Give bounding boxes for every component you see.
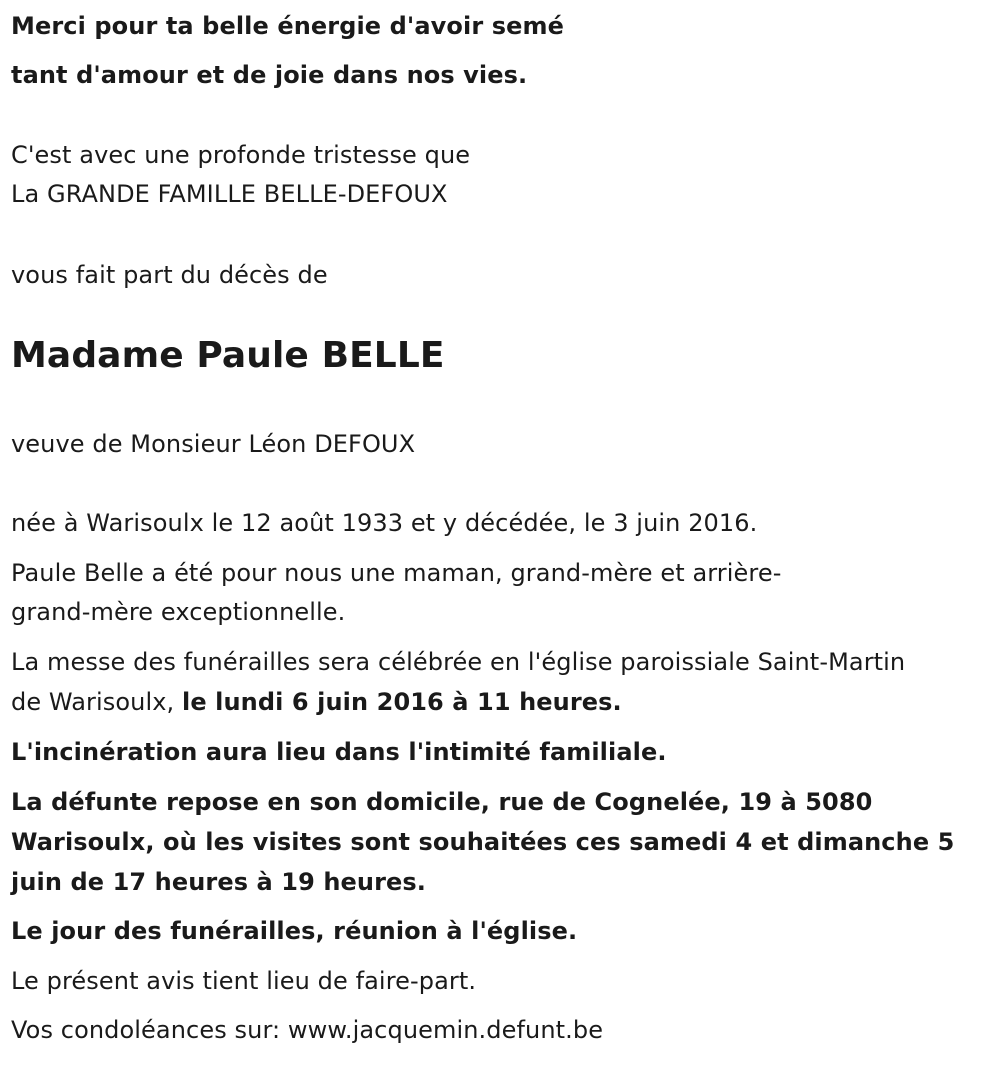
repose-line-3: juin de 17 heures à 19 heures. xyxy=(11,868,427,896)
meeting-note: Le jour des funérailles, réunion à l'église. xyxy=(11,917,578,945)
mass-date-time: le lundi 6 juin 2016 à 11 heures. xyxy=(182,688,622,716)
deceased-name: Madame Paule BELLE xyxy=(11,335,445,376)
mass-line-2 xyxy=(11,682,622,722)
condolences-line: Vos condoléances sur: www.jacquemin.defunt.be xyxy=(11,1016,604,1044)
intro-line-3: vous fait part du décès de xyxy=(11,261,328,289)
intro-line-1: C'est avec une profonde tristesse que xyxy=(11,141,471,169)
tribute-line-1: Paule Belle a été pour nous une maman, grand-mère et arrière- xyxy=(11,559,782,587)
mass-line-1: La messe des funérailles sera célébrée en l'église paroissiale Saint-Martin xyxy=(11,648,906,676)
mass-location: de Warisoulx, xyxy=(11,688,182,716)
tribute-line-2: grand-mère exceptionnelle. xyxy=(11,598,346,626)
widow-of: veuve de Monsieur Léon DEFOUX xyxy=(11,430,416,458)
epigraph-line-2: tant d'amour et de joie dans nos vies. xyxy=(11,61,528,89)
family-name: La GRANDE FAMILLE BELLE-DEFOUX xyxy=(11,180,448,208)
repose-line-1: La défunte repose en son domicile, rue de Cognelée, 19 à 5080 xyxy=(11,788,873,816)
cremation-note: L'incinération aura lieu dans l'intimité familiale. xyxy=(11,738,667,766)
birth-death: née à Warisoulx le 12 août 1933 et y décédée, le 3 juin 2016. xyxy=(11,509,758,537)
repose-line-2: Warisoulx, où les visites sont souhaitées ces samedi 4 et dimanche 5 xyxy=(11,828,955,856)
notice-line: Le présent avis tient lieu de faire-part. xyxy=(11,967,477,995)
epigraph-line-1: Merci pour ta belle énergie d'avoir semé xyxy=(11,12,564,40)
